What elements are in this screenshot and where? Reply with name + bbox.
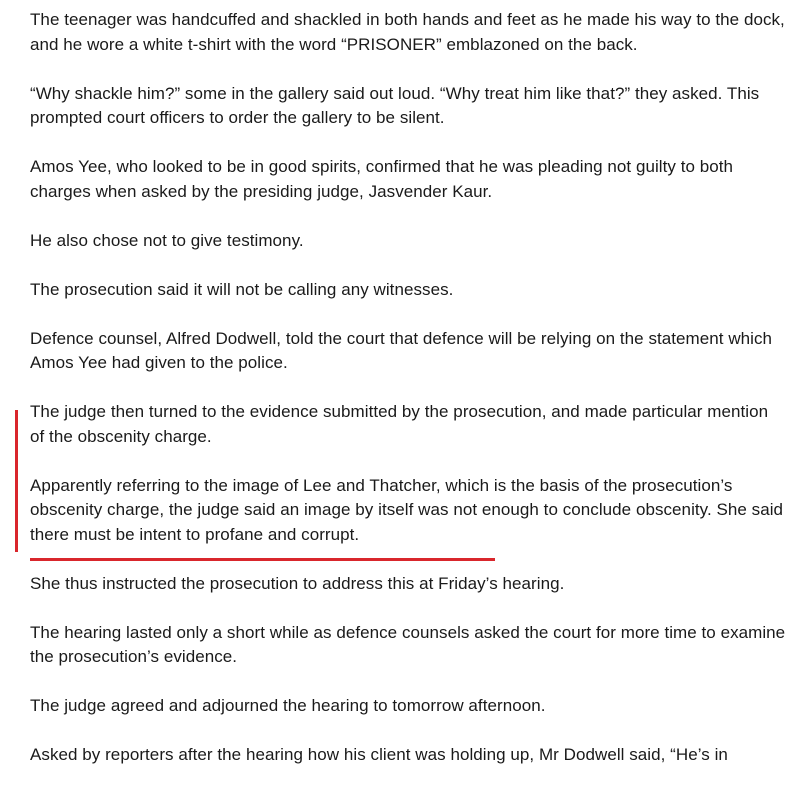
article-paragraph: The hearing lasted only a short while as defence counsels asked the court for more time to examine the prosecution’s evidence. — [30, 622, 786, 666]
article-paragraph: She thus instructed the prosecution to address this at Friday’s hearing. — [30, 573, 565, 593]
article-paragraph: The prosecution said it will not be calling any witnesses. — [30, 279, 454, 299]
article-paragraph: He also chose not to give testimony. — [30, 230, 304, 250]
article-paragraph: Defence counsel, Alfred Dodwell, told the court that defence will be relying on the statement which Amos Yee had given to the police. — [30, 328, 773, 372]
highlight-underline — [30, 558, 495, 561]
article-paragraph: The judge agreed and adjourned the hearing to tomorrow afternoon. — [30, 696, 546, 715]
article-paragraph: The teenager was handcuffed and shackled in both hands and feet as he made his way to the dock, and he wore a white t-shirt with the word “PRISONER” emblazoned on the back. — [30, 10, 785, 54]
article-paragraph: Asked by reporters after the hearing how his client was holding up, Mr Dodwell said, “He’s in — [30, 745, 728, 764]
article-paragraph-highlighted: The judge then turned to the evidence submitted by the prosecution, and made particular mention of the obscenity charge. — [30, 402, 769, 446]
article-paragraph-highlighted: Apparently referring to the image of Lee and Thatcher, which is the basis of the prosecution’s obscenity charge, the judge said an image by itself was not enough to conclude obscenity. She said there must be intent to profane and corrupt. — [30, 475, 784, 544]
article-body — [30, 8, 786, 792]
article-paragraph: “Why shackle him?” some in the gallery said out loud. “Why treat him like that?” they asked. This prompted court officers to order the gallery to be silent. — [30, 83, 760, 127]
highlight-side-bar — [15, 410, 18, 552]
article-paragraph: Amos Yee, who looked to be in good spirits, confirmed that he was pleading not guilty to both charges when asked by the presiding judge, Jasvender Kaur. — [30, 157, 734, 201]
